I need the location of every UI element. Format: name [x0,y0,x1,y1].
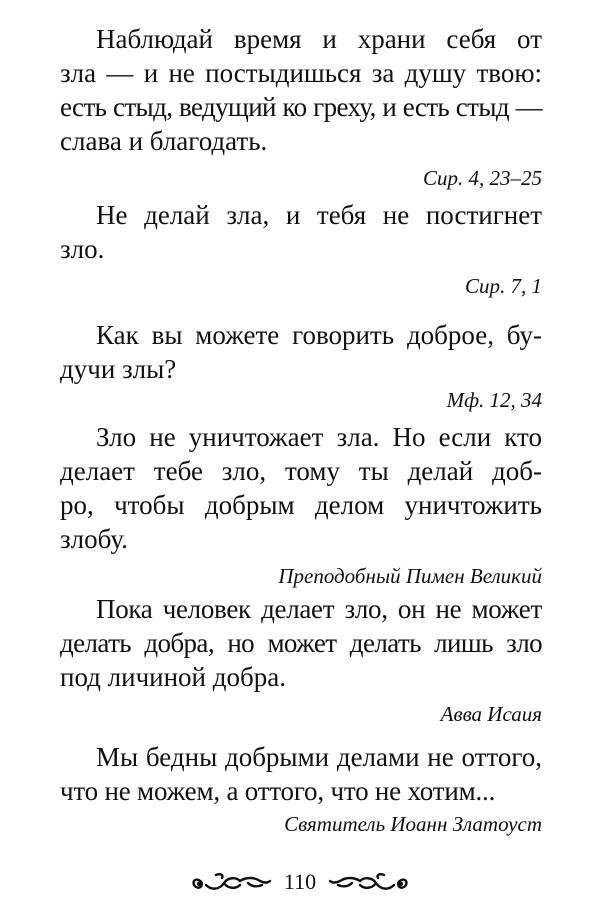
quote-text [60,740,542,808]
quote-text [60,198,542,266]
quote-source: Сир. 7, 1 [464,274,542,298]
quote-line: зла — и не постыдишься за душу твою: [60,58,542,88]
quote-line: Пока человек делает зло, он не может [96,594,542,624]
quote-line: Не делай зла, и тебя не постигнет [96,200,542,230]
page-footer [0,862,600,902]
quote-source: Авва Исаия [440,702,542,726]
quote-text [60,420,542,556]
quote-line: есть стыд, ведущий ко греху, и есть стыд — [60,92,542,122]
quote-line: под личиной добра. [60,662,286,692]
scroll-ornament-left-icon [188,869,272,895]
quote-line: зло. [60,234,105,264]
quote-entry [60,198,542,300]
quote-source: Святитель Иоанн Златоуст [284,812,542,836]
quote-line: Наблюдай время и храни себя от [96,24,542,54]
quote-line: дучи злы? [60,354,177,384]
quote-source: Сир. 4, 23–25 [422,166,542,190]
page-number: 110 [283,869,317,894]
quote-line: слава и благодать. [60,126,268,156]
quote-entry [60,318,542,414]
quote-source: Преподобный Пимен Великий [278,564,542,588]
quote-text [60,592,542,694]
scroll-ornament-right-icon [328,869,412,895]
quote-entry [60,22,542,192]
quote-line: что не можем, а оттого, что не хотим... [60,776,496,806]
quote-line: Зло не уничтожает зла. Но если кто [96,422,542,452]
quote-entry [60,740,542,838]
quote-text [60,22,542,158]
quote-entry [60,592,542,728]
quote-source: Мф. 12, 34 [446,388,542,412]
quote-line: делает тебе зло, тому ты делай доб- [60,456,542,486]
quote-line: делать добра, но может делать лишь зло [60,628,542,658]
quote-line: злобу. [60,524,128,554]
quote-entry [60,420,542,590]
quote-line: Как вы можете говорить доброе, бу- [96,320,542,350]
quote-line: ро, чтобы добрым делом уничтожить [60,490,542,520]
quote-line: Мы бедны добрыми делами не оттого, [96,742,542,772]
quote-text [60,318,542,386]
